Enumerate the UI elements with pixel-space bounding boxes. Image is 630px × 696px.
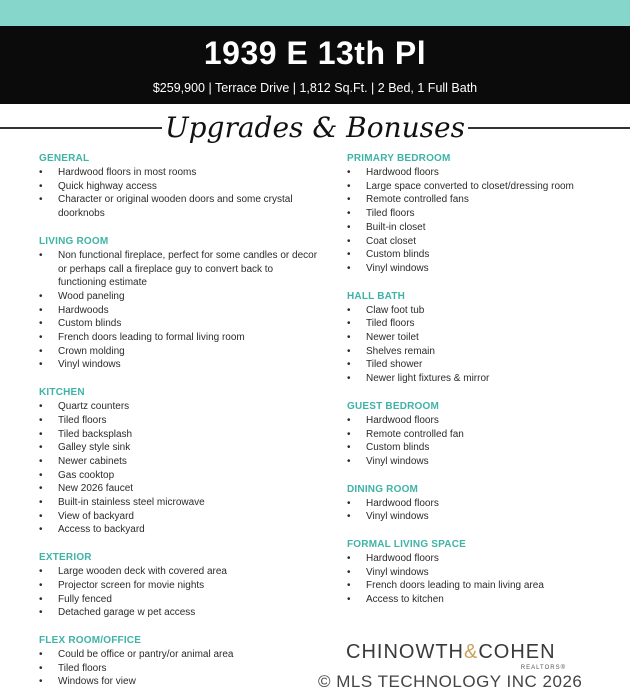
feature-section [39, 634, 319, 689]
brand-subtitle: REALTORS® [520, 665, 566, 671]
bullet-icon: • [347, 194, 351, 206]
list-item [39, 496, 321, 510]
bullet-icon: • [39, 662, 43, 674]
list-item [39, 345, 321, 359]
bullet-icon: • [347, 167, 351, 178]
list-item-text: Could be office or pantry/or animal area [58, 648, 234, 660]
list-item [347, 510, 607, 524]
feature-list [39, 249, 319, 372]
list-item [39, 662, 321, 676]
bullet-icon: • [347, 511, 351, 523]
list-item [39, 193, 321, 220]
bullet-icon: • [39, 676, 43, 688]
list-item [347, 248, 607, 262]
list-item-text: Windows for view [58, 676, 136, 688]
list-item-text: Character or original wooden doors and some crystal doorknobs [58, 194, 293, 220]
list-item [347, 317, 607, 331]
feature-section [39, 551, 319, 620]
list-item-text: Access to backyard [58, 524, 145, 536]
bullet-icon: • [347, 208, 351, 220]
list-item-text: Hardwood floors [366, 167, 439, 178]
list-item-text: Hardwood floors [366, 553, 439, 565]
list-item [39, 400, 321, 414]
bullet-icon: • [347, 221, 351, 233]
list-item-text: Galley style sink [58, 442, 131, 454]
section-title: EXTERIOR [39, 552, 92, 564]
bullet-icon: • [347, 580, 351, 592]
bullet-icon: • [347, 414, 351, 426]
list-item-text: Built-in closet [366, 221, 426, 233]
list-item [39, 579, 321, 593]
list-item [347, 235, 607, 249]
list-item [39, 331, 321, 345]
list-item [39, 606, 321, 620]
list-item [347, 358, 607, 372]
bullet-icon: • [39, 180, 43, 192]
bullet-icon: • [39, 455, 43, 467]
list-item [347, 579, 607, 593]
list-item [39, 414, 321, 428]
list-item [39, 249, 321, 290]
list-item [347, 552, 607, 566]
list-item-text: Hardwoods [58, 304, 109, 316]
list-item-text: Non functional fireplace, perfect for some candles or decor or perhaps call a fireplace guy to convert back to functioning estimate [58, 249, 318, 289]
list-item [39, 441, 321, 455]
list-item-text: Tiled floors [58, 662, 107, 674]
list-item-text: Vinyl windows [366, 455, 429, 467]
bullet-icon: • [39, 345, 43, 357]
list-item-text: Tiled floors [366, 208, 415, 220]
list-item-text: French doors leading to main living area [366, 580, 544, 592]
list-item-text: Access to kitchen [366, 594, 444, 606]
bullet-icon: • [347, 497, 351, 509]
list-item-text: Crown molding [58, 345, 125, 357]
list-item-text: Hardwood floors in most rooms [58, 167, 197, 178]
list-item-text: Vinyl windows [366, 262, 429, 274]
bullet-icon: • [39, 249, 43, 261]
feature-section [347, 400, 627, 469]
list-item [39, 180, 321, 194]
feature-section [347, 290, 627, 386]
bullet-icon: • [39, 318, 43, 330]
list-item-text: Coat closet [366, 235, 417, 247]
list-item [39, 317, 321, 331]
list-item-text: Hardwood floors [366, 414, 439, 426]
list-item-text: Tiled floors [58, 414, 107, 426]
bullet-icon: • [347, 455, 351, 467]
property-summary: $259,900 | Terrace Drive | 1,812 Sq.Ft. | 2 Bed, 1 Full Bath [152, 81, 478, 95]
title-divider-right [468, 127, 630, 129]
list-item-text: Custom blinds [366, 249, 430, 261]
bullet-icon: • [347, 345, 351, 357]
bullet-icon: • [39, 566, 43, 578]
bullet-icon: • [39, 524, 43, 536]
list-item [39, 290, 321, 304]
list-item-text: Gas cooktop [58, 469, 115, 481]
bullet-icon: • [39, 579, 43, 591]
bullet-icon: • [347, 332, 351, 344]
bullet-icon: • [39, 332, 43, 344]
list-item [347, 304, 607, 318]
bullet-icon: • [39, 442, 43, 454]
list-item-text: Remote controlled fans [366, 194, 469, 206]
list-item [347, 414, 607, 428]
list-item [39, 648, 321, 662]
bullet-icon: • [347, 249, 351, 261]
list-item-text: Tiled shower [366, 359, 423, 371]
title-divider-left [0, 127, 162, 129]
page-title: Upgrades & Bonuses [165, 111, 465, 144]
brand-name-part1: CHINOWTH [346, 641, 464, 663]
bullet-icon: • [39, 607, 43, 619]
section-title: GUEST BEDROOM [347, 400, 440, 412]
list-item [347, 221, 607, 235]
list-item [347, 180, 607, 194]
list-item-text: Quartz counters [58, 401, 130, 413]
feature-section [39, 235, 319, 372]
list-item [347, 497, 607, 511]
list-item [347, 441, 607, 455]
list-item-text: Detached garage w pet access [58, 607, 196, 619]
feature-list [347, 552, 627, 607]
list-item-text: Tiled backsplash [58, 428, 133, 440]
bullet-icon: • [39, 167, 43, 178]
list-item [347, 345, 607, 359]
feature-section [347, 538, 627, 607]
list-item-text: Built-in stainless steel microwave [58, 497, 205, 509]
bullet-icon: • [39, 497, 43, 509]
list-item-text: Claw foot tub [366, 304, 425, 316]
feature-list [347, 497, 627, 524]
feature-list [39, 400, 319, 537]
bullet-icon: • [39, 194, 43, 206]
bullet-icon: • [347, 373, 351, 385]
list-item-text: Remote controlled fan [366, 428, 464, 440]
list-item-text: Newer toilet [366, 332, 419, 344]
list-item [347, 455, 607, 469]
list-item-text: Wood paneling [58, 290, 125, 302]
list-item [39, 510, 321, 524]
section-title: GENERAL [39, 153, 90, 164]
section-title: HALL BATH [347, 290, 406, 302]
list-item-text: Vinyl windows [366, 511, 429, 523]
list-item-text: Custom blinds [366, 442, 430, 454]
feature-section [39, 386, 319, 537]
list-item-text: Hardwood floors [366, 497, 439, 509]
list-item-text: Quick highway access [58, 180, 157, 192]
right-column [347, 152, 627, 621]
list-item [39, 358, 321, 372]
list-item-text: Vinyl windows [58, 359, 121, 371]
bullet-icon: • [39, 359, 43, 371]
list-item-text: Tiled floors [366, 318, 415, 330]
feature-list [347, 166, 627, 276]
bullet-icon: • [39, 469, 43, 481]
bullet-icon: • [347, 442, 351, 454]
list-item [39, 304, 321, 318]
bullet-icon: • [39, 593, 43, 605]
bullet-icon: • [347, 428, 351, 440]
feature-list [347, 414, 627, 469]
brand-name-part2: COHEN [478, 641, 556, 663]
section-title: FLEX ROOM/OFFICE [39, 634, 142, 646]
feature-section [347, 483, 627, 524]
list-item-text: Large space converted to closet/dressing room [366, 180, 574, 192]
bullet-icon: • [347, 304, 351, 316]
feature-list [39, 648, 319, 689]
list-item-text: Vinyl windows [366, 566, 429, 578]
list-item-text: French doors leading to formal living room [58, 332, 245, 344]
top-accent-stripe [0, 0, 630, 26]
bullet-icon: • [39, 304, 43, 316]
list-item [39, 166, 321, 180]
brand-ampersand: & [463, 641, 479, 663]
list-item [39, 428, 321, 442]
list-item [347, 193, 607, 207]
section-title: KITCHEN [39, 387, 85, 399]
list-item [347, 372, 607, 386]
list-item-text: Projector screen for movie nights [58, 579, 205, 591]
feature-list [347, 304, 627, 386]
property-address: 1939 E 13th Pl [203, 35, 427, 71]
section-title: FORMAL LIVING SPACE [347, 539, 466, 551]
section-title: LIVING ROOM [39, 235, 109, 247]
feature-section [347, 152, 627, 276]
list-item-text: New 2026 faucet [58, 483, 134, 495]
section-title: PRIMARY BEDROOM [347, 153, 451, 164]
bullet-icon: • [39, 483, 43, 495]
header-band [0, 26, 630, 104]
list-item [347, 428, 607, 442]
section-title: DINING ROOM [347, 483, 419, 495]
brand-logo [346, 640, 570, 671]
list-item [347, 262, 607, 276]
list-item-text: Newer cabinets [58, 455, 127, 467]
bullet-icon: • [39, 510, 43, 522]
bullet-icon: • [39, 428, 43, 440]
list-item [347, 593, 607, 607]
bullet-icon: • [347, 180, 351, 192]
list-item-text: Shelves remain [366, 345, 435, 357]
list-item [39, 565, 321, 579]
list-item [347, 566, 607, 580]
bullet-icon: • [347, 594, 351, 606]
bullet-icon: • [347, 318, 351, 330]
left-column [39, 152, 319, 696]
title-row [0, 106, 630, 152]
list-item [347, 166, 607, 180]
bullet-icon: • [39, 290, 43, 302]
list-item [39, 593, 321, 607]
list-item-text: Custom blinds [58, 318, 122, 330]
brand-name [346, 640, 570, 664]
list-item-text: Newer light fixtures & mirror [366, 373, 490, 385]
bullet-icon: • [39, 648, 43, 660]
list-item [39, 523, 321, 537]
list-item [39, 455, 321, 469]
list-item-text: View of backyard [58, 510, 134, 522]
bullet-icon: • [347, 359, 351, 371]
list-item-text: Large wooden deck with covered area [58, 566, 227, 578]
bullet-icon: • [39, 401, 43, 413]
bullet-icon: • [39, 414, 43, 426]
bullet-icon: • [347, 235, 351, 247]
list-item-text: Fully fenced [58, 593, 112, 605]
bullet-icon: • [347, 566, 351, 578]
list-item [39, 469, 321, 483]
list-item [39, 482, 321, 496]
feature-list [39, 565, 319, 620]
feature-list [39, 166, 319, 221]
feature-section [39, 152, 319, 221]
bullet-icon: • [347, 553, 351, 565]
bullet-icon: • [347, 262, 351, 274]
list-item [347, 331, 607, 345]
list-item [347, 207, 607, 221]
list-item [39, 675, 321, 689]
copyright-watermark: © MLS TECHNOLOGY INC 2026 [318, 672, 583, 691]
